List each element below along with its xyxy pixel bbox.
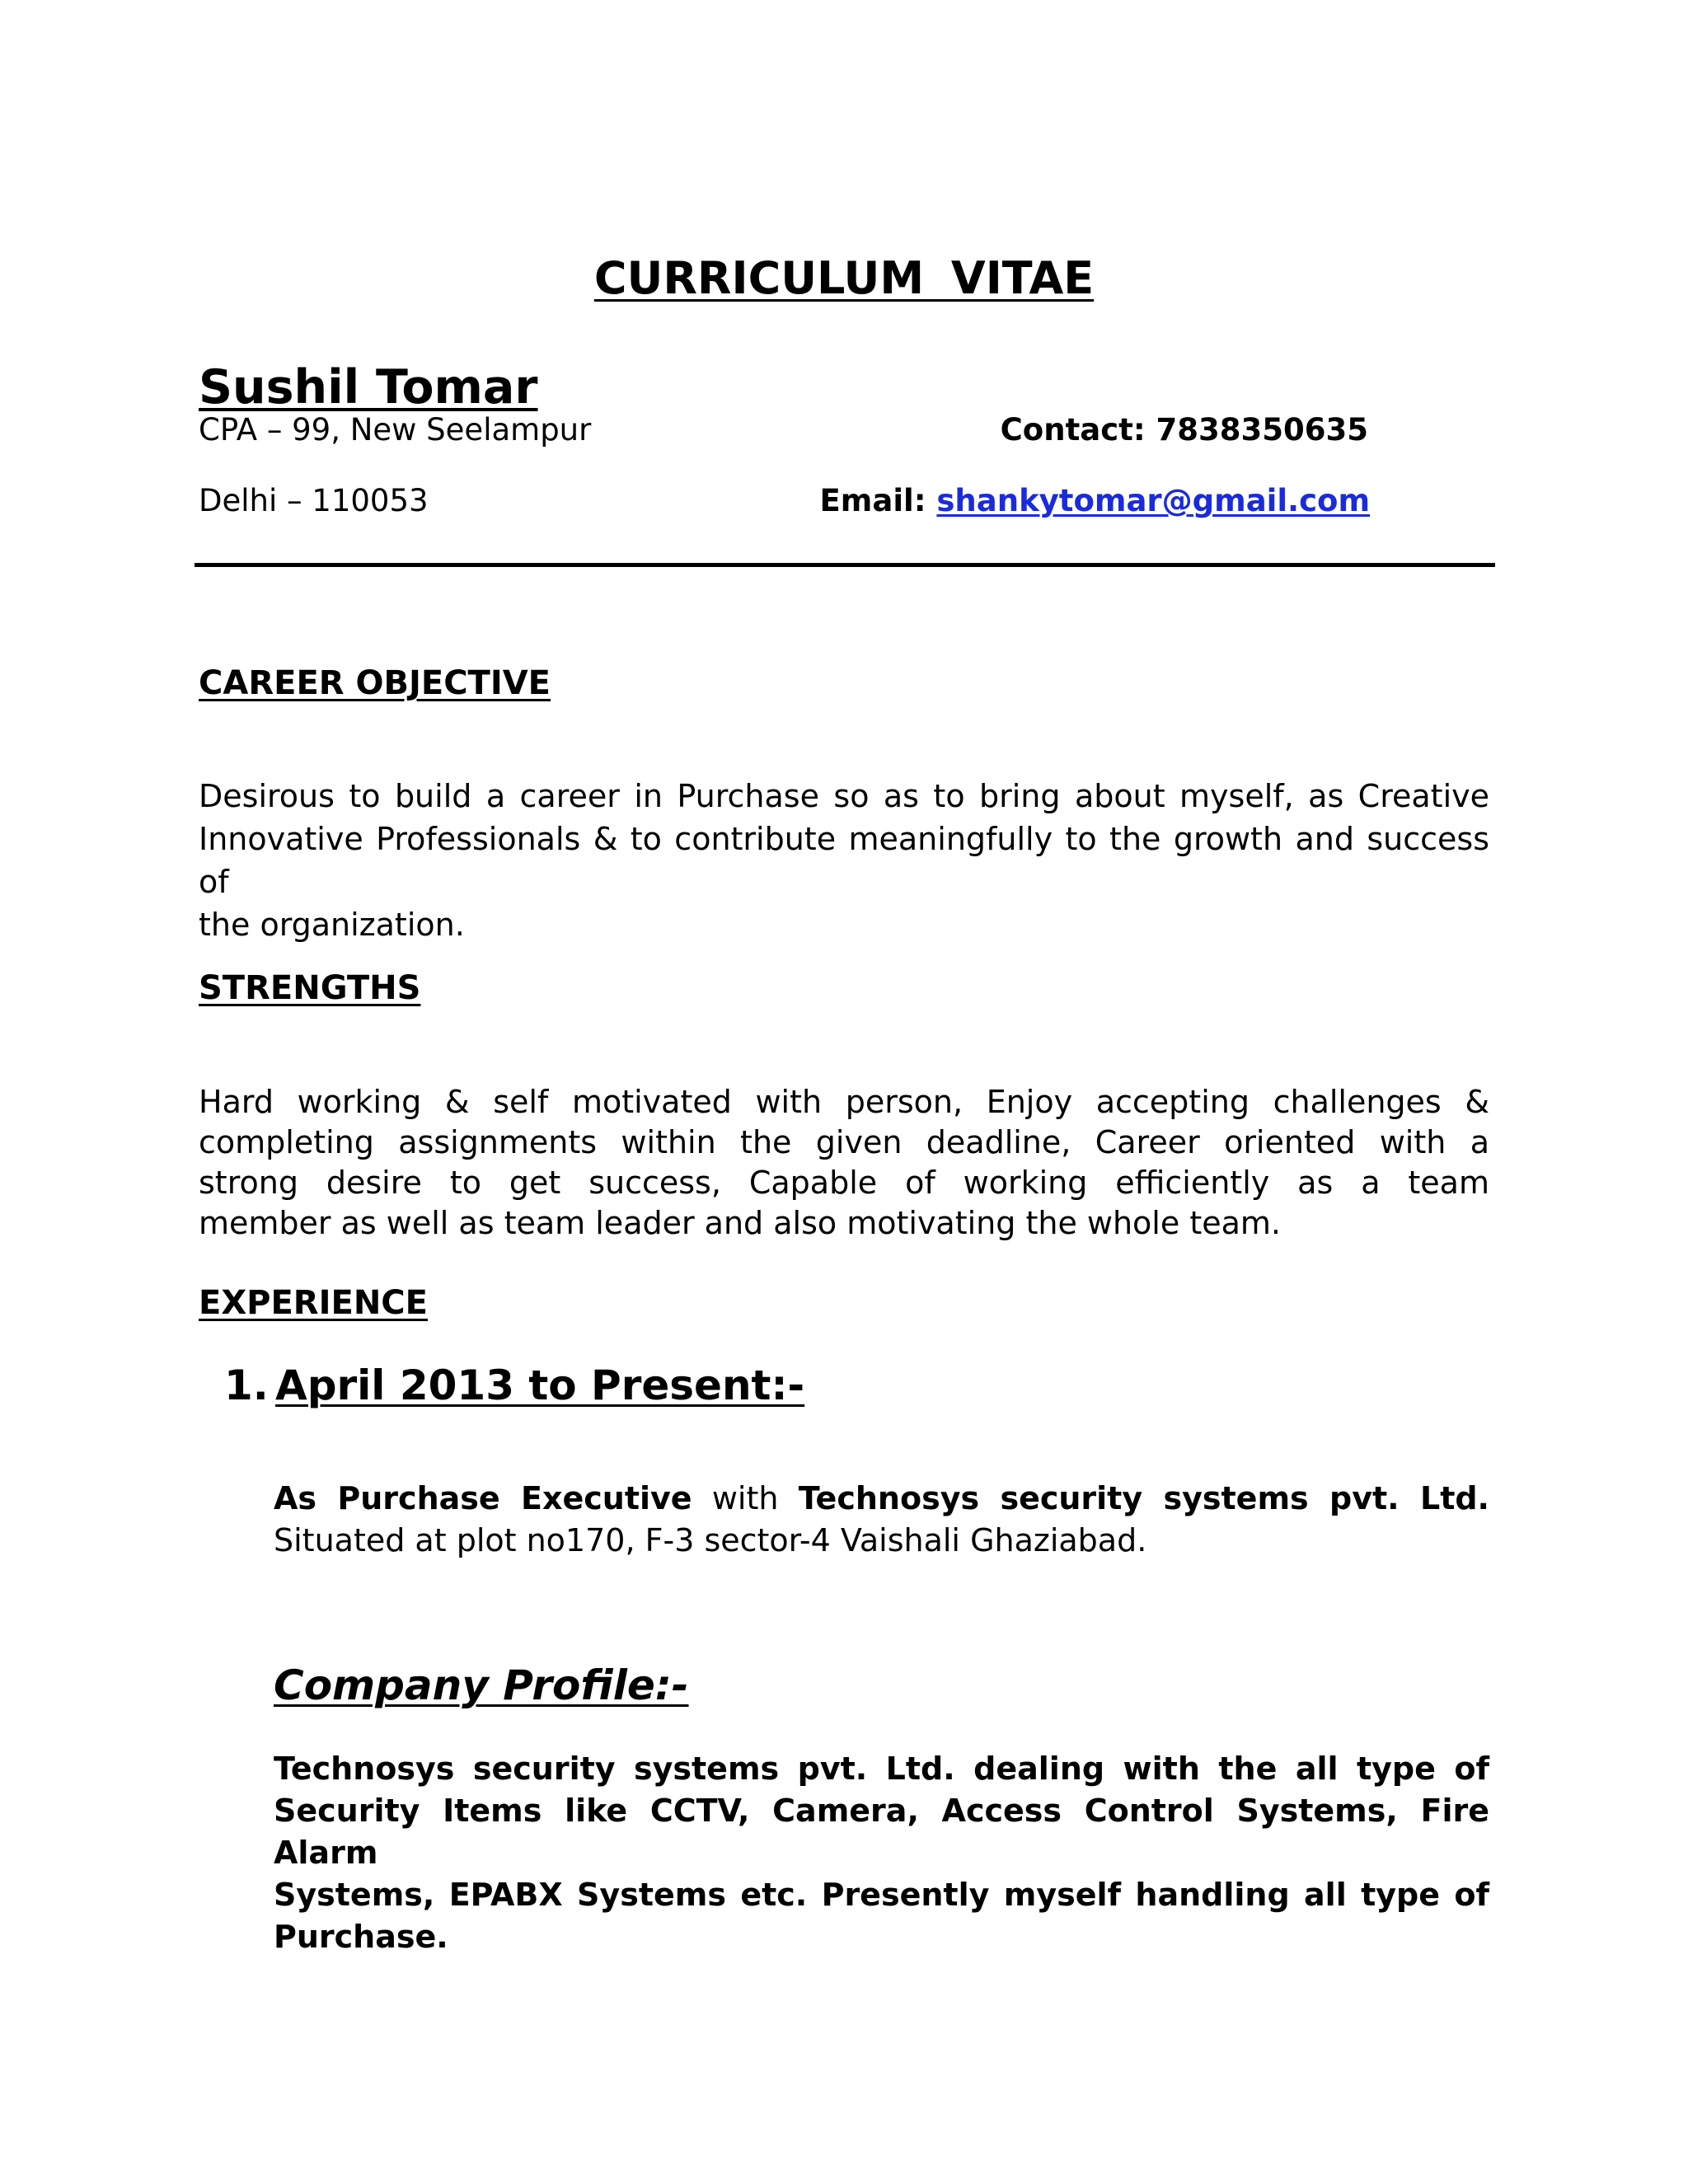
career-objective-heading: CAREER OBJECTIVE: [199, 664, 551, 702]
address-line-1: CPA – 99, New Seelampur: [199, 412, 592, 448]
experience-item-number: 1.: [224, 1361, 269, 1409]
contact-info: [1001, 412, 1368, 448]
strengths-heading: STRENGTHS: [199, 969, 421, 1007]
email-label: Email:: [819, 483, 926, 518]
header-divider: [195, 563, 1495, 567]
candidate-name: Sushil Tomar: [199, 360, 538, 415]
company-location: Situated at plot no170, F-3 sector-4 Vaishali Ghaziabad.: [274, 1522, 1147, 1558]
email-info: [820, 483, 1370, 518]
address-line-2: Delhi – 110053: [199, 483, 429, 518]
career-objective-line: the organization.: [199, 907, 465, 943]
career-objective-line: Desirous to build a career in Purchase so as to bring about myself, as Creative: [199, 778, 1489, 814]
strengths-line: member as well as team leader and also motivating the whole team.: [199, 1205, 1281, 1241]
company-profile-line: Technosys security systems pvt. Ltd. dealing with the all type of: [274, 1750, 1489, 1787]
role-connector: with: [711, 1480, 779, 1516]
company-profile-line: Systems, EPABX Systems etc. Presently myself handling all type of: [274, 1877, 1489, 1913]
company-profile-text: [274, 1748, 1489, 1958]
strengths-line: completing assignments within the given deadline, Career oriented with a: [199, 1124, 1489, 1160]
strengths-line: strong desire to get success, Capable of working efficiently as a team: [199, 1165, 1489, 1201]
contact-label: Contact:: [1000, 412, 1146, 448]
company-profile-line: Security Items like CCTV, Camera, Access Control Systems, Fire Alarm: [274, 1793, 1489, 1871]
company-profile-line: Purchase.: [274, 1919, 448, 1955]
strengths-text: [199, 1082, 1489, 1244]
contact-number: 7838350635: [1156, 412, 1368, 448]
strengths-line: Hard working & self motivated with person, Enjoy accepting challenges &: [199, 1084, 1489, 1120]
experience-item-period-label: April 2013 to Present:-: [275, 1361, 805, 1409]
company-name: Technosys security systems pvt. Ltd.: [798, 1480, 1489, 1516]
experience-heading: EXPERIENCE: [199, 1284, 428, 1322]
experience-item-period: [224, 1361, 804, 1409]
career-objective-line: Innovative Professionals & to contribute meaningfully to the growth and success of: [199, 821, 1489, 900]
document-title: CURRICULUM VITAE: [593, 252, 1095, 304]
experience-role-line: [274, 1478, 1489, 1520]
email-link[interactable]: shankytomar@gmail.com: [936, 483, 1370, 518]
company-profile-heading: Company Profile:-: [274, 1661, 689, 1709]
career-objective-text: [199, 775, 1489, 946]
role-title: As Purchase Executive: [274, 1480, 692, 1516]
experience-role: [274, 1478, 1489, 1562]
